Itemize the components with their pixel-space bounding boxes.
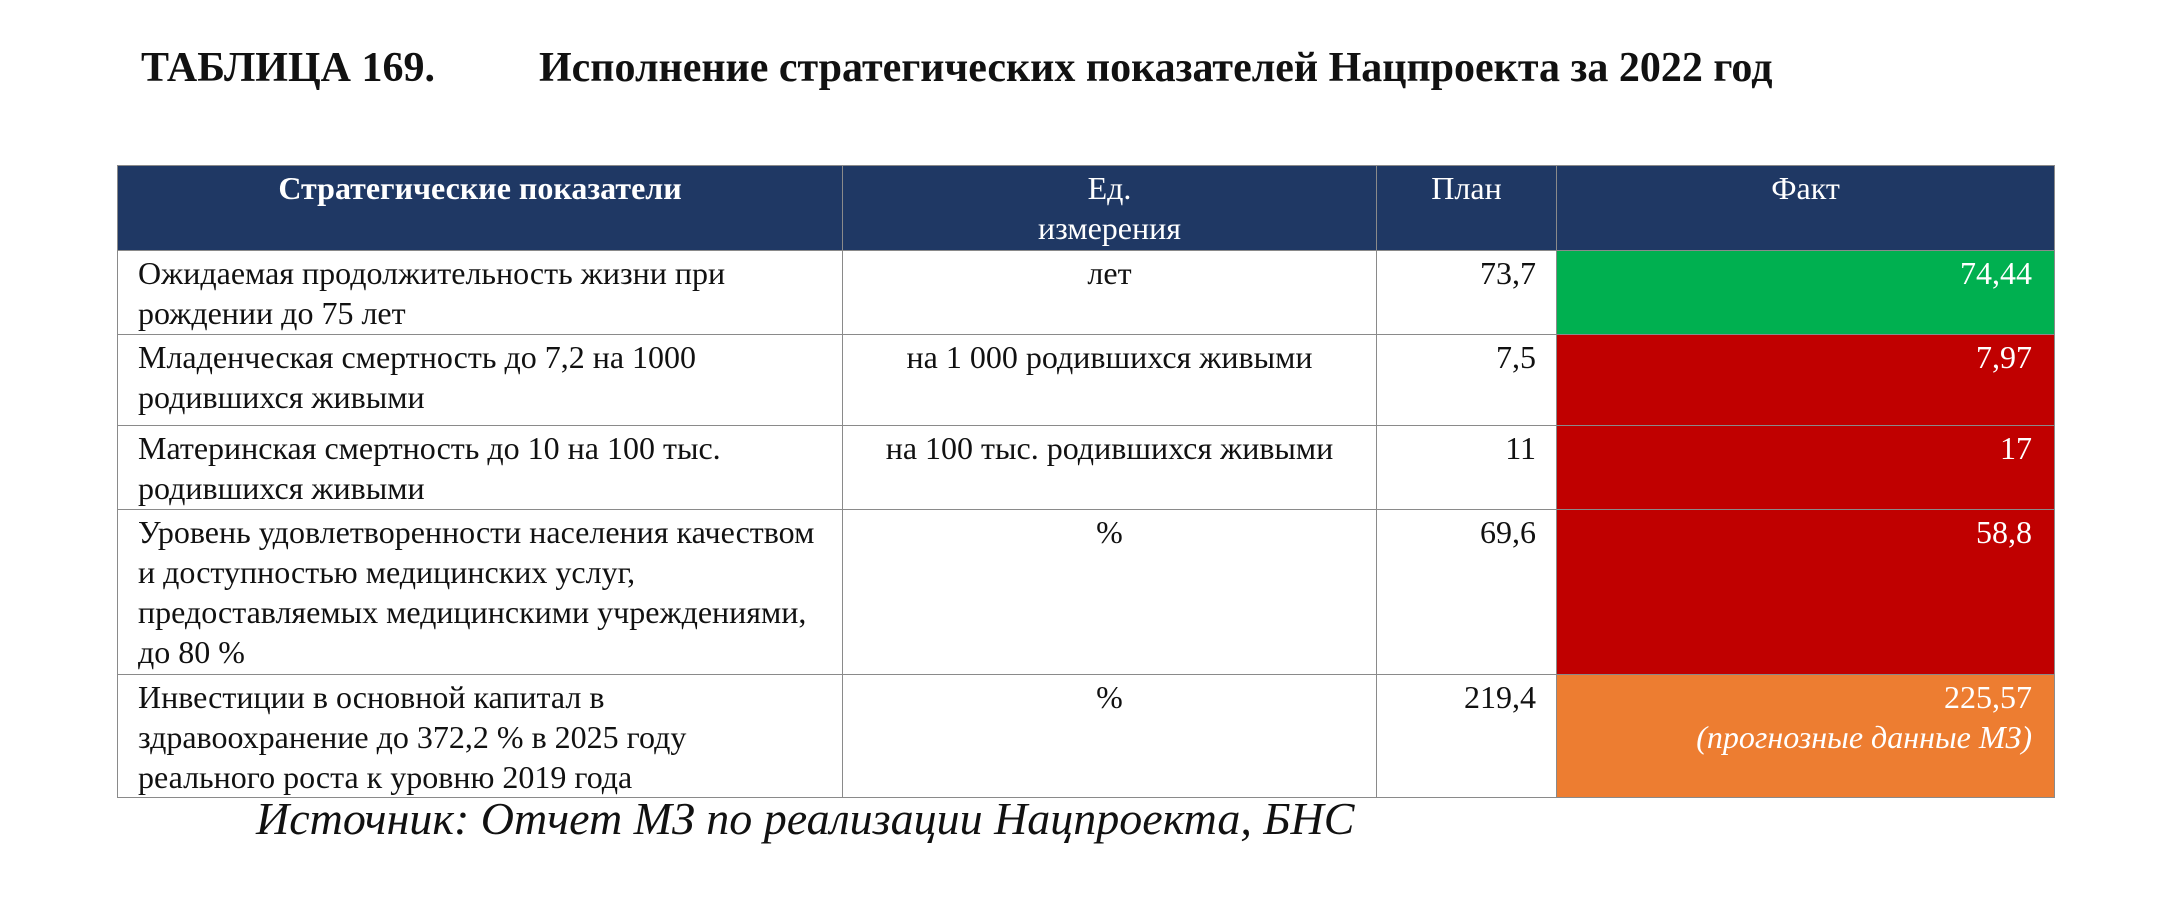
table-row <box>118 426 2055 510</box>
unit-cell: на 1 000 родившихся живыми <box>843 335 1377 426</box>
table-row <box>118 675 2055 798</box>
unit-cell: лет <box>843 251 1377 335</box>
indicator-cell: Уровень удовлетворенности населения качеством и доступностью медицинских услуг, предоставляемых медицинскими учреждениями, до 80 % <box>118 510 843 675</box>
fact-cell-not-achieved <box>1557 510 2055 675</box>
header-indicator: Стратегические показатели <box>118 166 843 251</box>
table-row <box>118 251 2055 335</box>
plan-cell: 73,7 <box>1377 251 1557 335</box>
fact-value: 7,97 <box>1976 339 2032 375</box>
indicators-table <box>117 165 2055 798</box>
indicator-cell: Ожидаемая продолжительность жизни при рождении до 75 лет <box>118 251 843 335</box>
table-title: Исполнение стратегических показателей Нацпроекта за 2022 год <box>539 45 1773 91</box>
fact-value: 74,44 <box>1960 255 2032 291</box>
unit-cell: % <box>843 675 1377 798</box>
header-unit-line1: Ед. <box>1087 170 1132 206</box>
fact-value: 58,8 <box>1976 514 2032 550</box>
header-plan: План <box>1377 166 1557 251</box>
table-row <box>118 335 2055 426</box>
fact-cell-not-achieved <box>1557 426 2055 510</box>
header-unit <box>843 166 1377 251</box>
fact-cell-forecast <box>1557 675 2055 798</box>
source-note: Источник: Отчет МЗ по реализации Нацпроекта, БНС <box>256 793 1355 844</box>
indicator-cell: Инвестиции в основной капитал в здравоохранение до 372,2 % в 2025 году реального роста к уровню 2019 года <box>118 675 843 798</box>
fact-cell-not-achieved <box>1557 335 2055 426</box>
indicator-cell: Младенческая смертность до 7,2 на 1000 родившихся живыми <box>118 335 843 426</box>
fact-note: (прогнозные данные МЗ) <box>1696 719 2032 755</box>
plan-cell: 219,4 <box>1377 675 1557 798</box>
table-header-row <box>118 166 2055 251</box>
indicator-cell: Материнская смертность до 10 на 100 тыс. родившихся живыми <box>118 426 843 510</box>
fact-value: 225,57 <box>1944 679 2032 715</box>
plan-cell: 11 <box>1377 426 1557 510</box>
header-unit-line2: измерения <box>1038 210 1181 246</box>
plan-cell: 69,6 <box>1377 510 1557 675</box>
unit-cell: на 100 тыс. родившихся живыми <box>843 426 1377 510</box>
plan-cell: 7,5 <box>1377 335 1557 426</box>
header-fact: Факт <box>1557 166 2055 251</box>
table-number: ТАБЛИЦА 169. <box>141 45 435 91</box>
page-title <box>141 40 1772 96</box>
unit-cell: % <box>843 510 1377 675</box>
table-row <box>118 510 2055 675</box>
fact-cell-achieved <box>1557 251 2055 335</box>
fact-value: 17 <box>2000 430 2032 466</box>
